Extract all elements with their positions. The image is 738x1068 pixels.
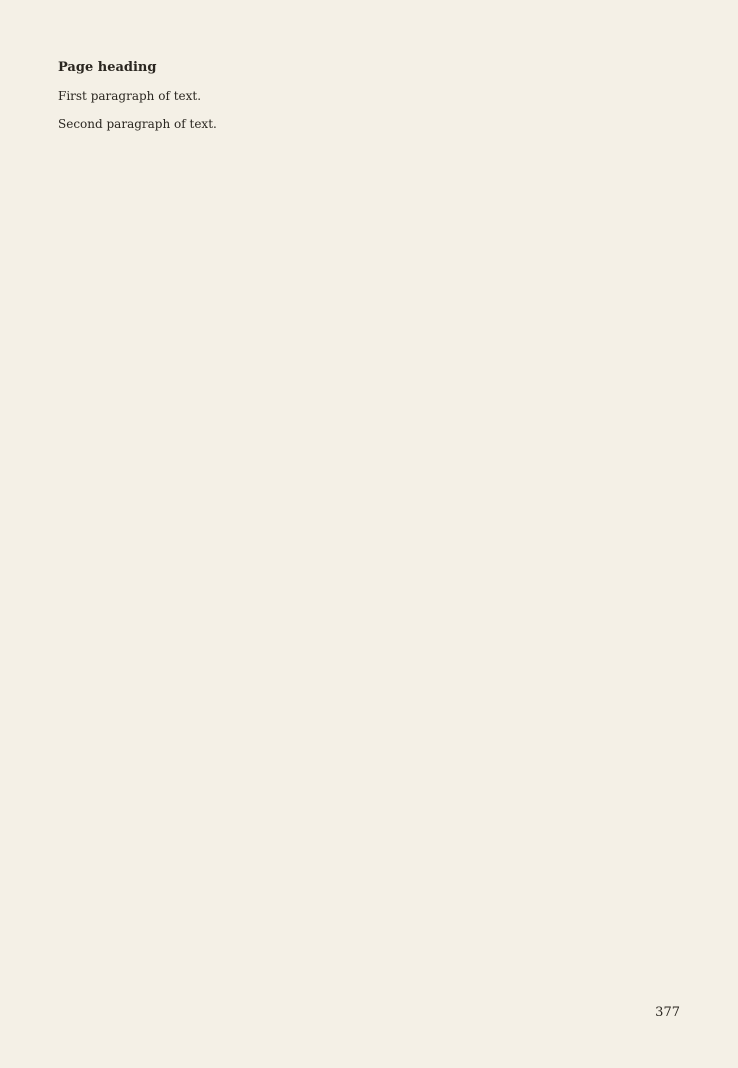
paragraph: First paragraph of text. [58,89,202,103]
page-number: 377 [655,1005,680,1020]
paragraph: Second paragraph of text. [58,117,217,131]
document-page [58,60,680,1020]
page-heading: Page heading [58,60,157,75]
